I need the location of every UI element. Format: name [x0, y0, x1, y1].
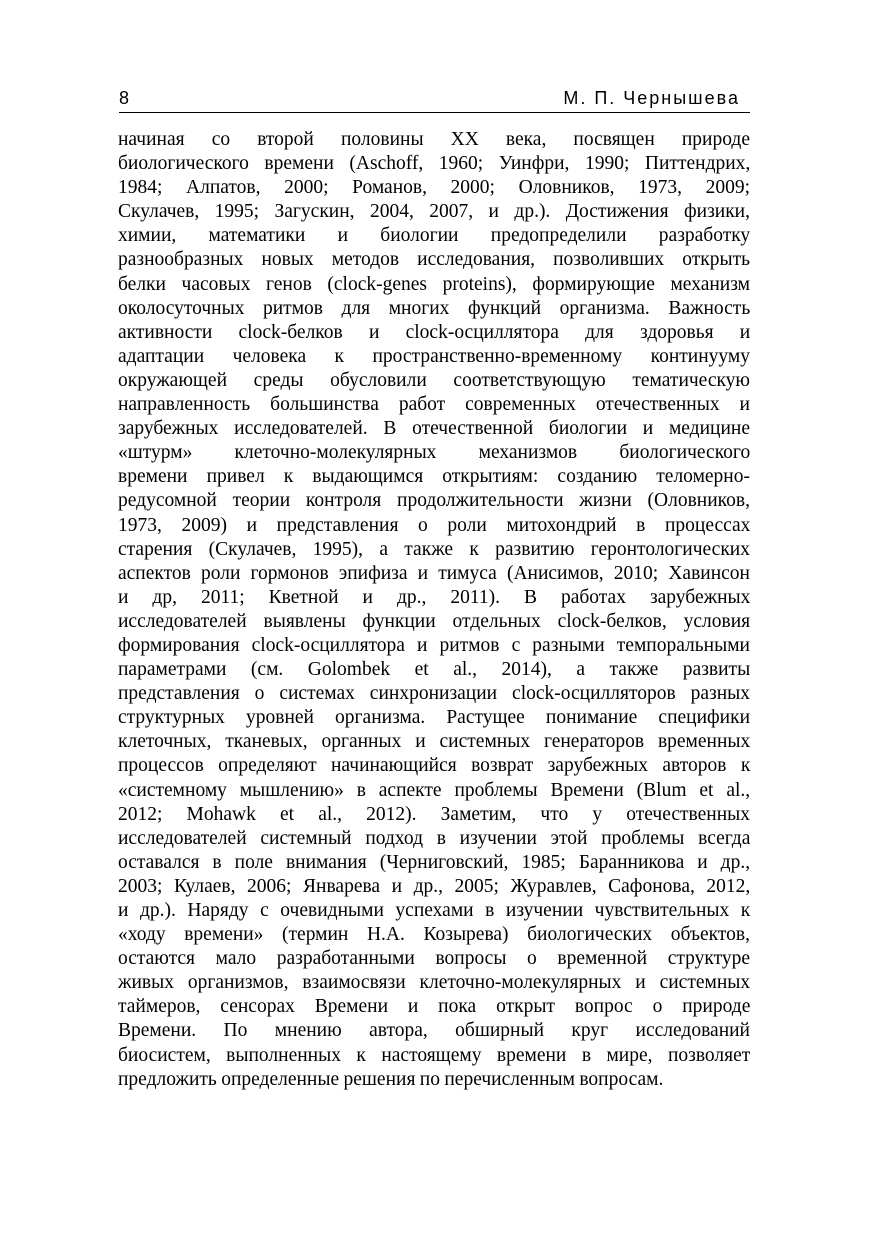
text-line: околосуточных ритмов для многих функций организма. Важность — [118, 297, 751, 319]
text-line-last: предложить определенные решения по перечисленным вопросам. — [118, 1068, 664, 1090]
text-line: разнообразных новых методов исследования, позволивших открыть — [118, 249, 750, 271]
text-line: 1984; Алпатов, 2000; Романов, 2000; Оловников, 1973, 2009; — [118, 177, 750, 199]
text-line: структурных уровней организма. Растущее понимание специфики — [118, 707, 751, 729]
text-line: времени привел к выдающимся открытиям: созданию теломерно- — [118, 466, 750, 488]
text-line: клеточных, тканевых, органных и системных генераторов временных — [118, 731, 751, 753]
text-line: параметрами (см. Golombek et al., 2014), а также развиты — [118, 659, 751, 681]
text-line: 1973, 2009) и представления о роли митохондрий в процессах — [118, 514, 751, 536]
text-line: Скулачев, 1995; Загускин, 2004, 2007, и др.). Достижения физики, — [118, 201, 750, 223]
text-line: и др.). Наряду с очевидными успехами в изучении чувствительных к — [118, 900, 751, 921]
text-line: адаптации человека к пространственно-временному континууму — [118, 345, 750, 367]
text-line: биологического времени (Aschoff, 1960; Уинфри, 1990; Питтендрих, — [118, 153, 751, 175]
text-line: зарубежных исследователей. В отечественной биологии и медицине — [118, 418, 751, 440]
text-line: редусомной теории контроля продолжительности жизни (Оловников, — [118, 490, 750, 512]
text-line: исследователей выявлены функции отдельных clock-белков, условия — [118, 610, 751, 632]
text-line: аспектов роли гормонов эпифиза и тимуса (Анисимов, 2010; Хавинсон — [118, 562, 750, 584]
text-line: остаются мало разработанными вопросы о временной структуре — [118, 948, 750, 970]
text-line: биосистем, выполненных к настоящему времени в мире, позволяет — [118, 1044, 751, 1066]
text-line: живых организмов, взаимосвязи клеточно-молекулярных и системных — [118, 972, 751, 994]
text-line: «системному мышлению» в аспекте проблемы Времени (Blum et al., — [118, 779, 751, 801]
text-line: химии, математики и биологии предопределили разработку — [118, 225, 751, 247]
text-line: старения (Скулачев, 1995), а также к развитию геронтологических — [118, 538, 750, 560]
text-line: формирования clock-осциллятора и ритмов с разными темпоральными — [118, 634, 750, 656]
text-line: Времени. По мнению автора, обширный круг исследований — [118, 1020, 750, 1042]
text-line: оставался в поле внимания (Черниговский, 1985; Баранникова и др., — [118, 851, 751, 873]
text-line: представления о системах синхронизации clock-осцилляторов разных — [118, 683, 750, 705]
page-number: 8 — [119, 88, 130, 108]
text-line: белки часовых генов (clock-genes proteins), формирующие механизм — [118, 273, 750, 295]
text-line: 2012; Mohawk et al., 2012). Заметим, что у отечественных — [118, 803, 750, 825]
text-line: активности clock-белков и clock-осциллятора для здоровья и — [118, 321, 751, 343]
text-line: таймеров, сенсорах Времени и пока открыт вопрос о природе — [118, 996, 751, 1018]
text-line: направленность большинства работ современных отечественных и — [118, 394, 750, 416]
body-paragraph — [118, 128, 750, 1092]
text-line: «ходу времени» (термин Н.А. Козырева) биологических объектов, — [118, 924, 750, 946]
page-header — [119, 86, 750, 113]
text-line: 2003; Кулаев, 2006; Январева и др., 2005; Журавлев, Сафонова, 2012, — [118, 875, 751, 897]
text-line: начиная со второй половины XX века, посвящен природе — [118, 129, 750, 150]
text-line: «штурм» клеточно-молекулярных механизмов биологического — [118, 442, 751, 464]
text-line: исследователей системный подход в изучении этой проблемы всегда — [118, 827, 751, 849]
text-line: процессов определяют начинающийся возврат зарубежных авторов к — [118, 755, 751, 777]
running-head-author: М. П. Чернышева — [563, 88, 740, 108]
text-line: окружающей среды обусловили соответствующую тематическую — [118, 369, 750, 391]
text-line: и др, 2011; Кветной и др., 2011). В работах зарубежных — [118, 586, 751, 608]
